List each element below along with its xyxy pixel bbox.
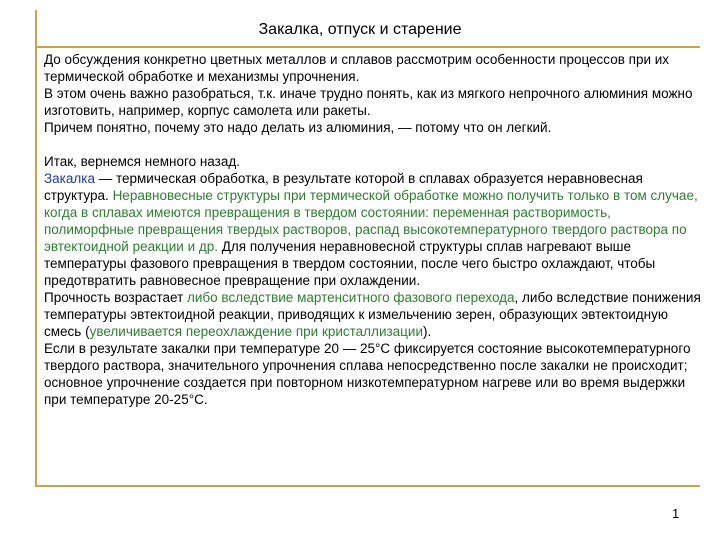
lead-paragraph: Итак, вернемся немного назад. <box>44 154 240 169</box>
nonequilibrium-note: Неравновесные структуры при термической обработке можно получить только в том случае, когда в сплавах имеются превращения в твердом состоянии: переменная растворимость, полиморфные превращения твердых растворов, распад высокотемпературного твердого раствора по эвтектоидной реакции и др. <box>44 188 698 254</box>
strength-mid: , либо вследствие понижения температуры эвтектоидной реакции, приводящих к измельчению зерен, образующих эвтектоидную смесь ( <box>44 290 701 339</box>
strength-end: ). <box>423 324 432 339</box>
footer-line <box>36 485 700 487</box>
heating-text: Для получения неравновесной структуры сплав нагревают выше температуры фазового превращения в твердом состоянии, после чего быстро охлаждают, чтобы предотвратить равновесное превращение при охлаждении. <box>44 239 656 288</box>
title-underline <box>36 46 700 48</box>
intro-paragraph-3: Причем понятно, почему это надо делать из алюминия, — потому что он легкий. <box>44 120 552 135</box>
intro-paragraph-1: До обсуждения конкретно цветных металлов и сплавов рассмотрим особенности процессов при их термической обработке и механизмы упрочнения. <box>44 52 670 84</box>
definition-text: — термическая обработка, в результате которой в сплавах образуется неравновесная структура. <box>44 171 643 203</box>
definition-paragraph <box>44 170 704 289</box>
left-accent-line <box>35 10 37 487</box>
intro-paragraph-2: В этом очень важно разобраться, т.к. иначе трудно понять, как из мягкого непрочного алюминия можно изготовить, например, корпус самолета или ракеты. <box>44 86 693 118</box>
strength-paragraph <box>44 289 704 340</box>
martensite-note: либо вследствие мартенситного фазового перехода <box>187 290 515 305</box>
strength-start: Прочность возрастает <box>44 290 188 305</box>
slide-title: Закалка, отпуск и старение <box>258 21 462 38</box>
slide-body <box>44 51 704 408</box>
supercooling-note: увеличивается переохлаждение при кристаллизации <box>89 324 423 339</box>
paragraph-gap <box>44 136 704 153</box>
page-number: 1 <box>672 506 680 521</box>
term-quench: Закалка <box>44 171 95 186</box>
quench-paragraph: Если в результате закалки при температуре 20 — 25°С фиксируется состояние высокотемпературного твердого раствора, значительного упрочнения сплава непосредственно после закалки не происходит; основное упрочнение создается при повторном низкотемпературном нагреве или во время выдержки при температуре 20-25°С. <box>44 341 691 407</box>
